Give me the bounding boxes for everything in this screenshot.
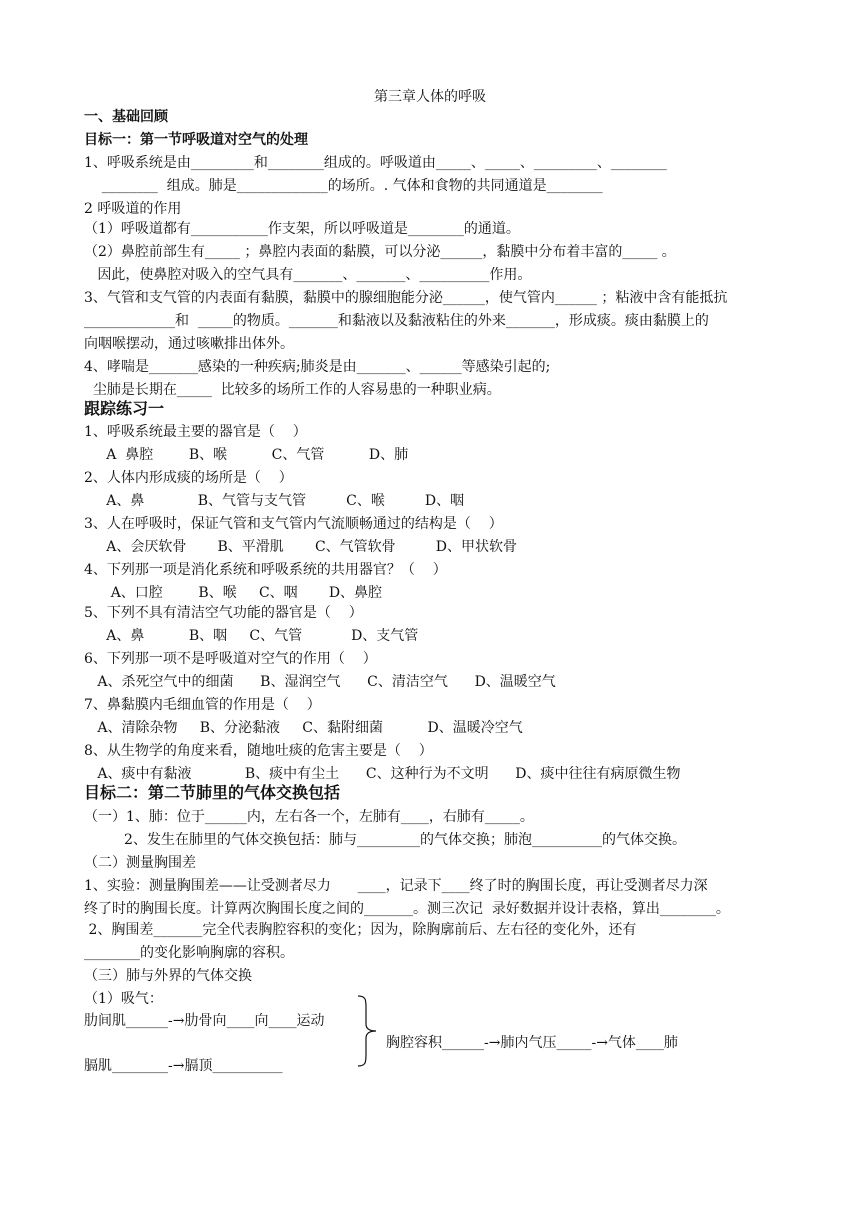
question-options: A、清除杂物 B、分泌黏液 C、黏附细菌 D、温暖冷空气: [84, 720, 523, 736]
text-line: ________ 组成。肺是_____________的场所。. 气体和食物的共同通道是________: [84, 178, 603, 194]
question-options: A、鼻 B、气管与支气管 C、喉 D、咽: [84, 493, 465, 509]
text-line: _____________和 _____的物质。_______和黏液以及黏液粘住的外来_______，形成痰。痰由黏膜上的: [84, 313, 709, 329]
text-line: （二）测量胸围差: [84, 855, 196, 871]
text-line: （2）鼻腔前部生有_____ ；鼻腔内表面的黏膜，可以分泌______，黏膜中分布着丰富的_____ 。: [84, 244, 676, 260]
question: 3、人在呼吸时，保证气管和支气管内气流顺畅通过的结构是（ ）: [84, 516, 503, 532]
inhale-diaphragm-line: 膈肌________-→膈顶__________: [84, 1058, 283, 1074]
text-line: 终了时的胸围长度。计算两次胸围长度之间的_______。测三次记 录好数据并设计表格，算出________。: [84, 901, 730, 917]
question: 8、从生物学的角度来看，随地吐痰的危害主要是（ ）: [84, 743, 433, 759]
question: 5、下列不具有清洁空气功能的器官是（ ）: [84, 605, 363, 621]
text-line: 向咽喉摆动，通过咳嗽排出体外。: [84, 336, 294, 352]
question-options: A、会厌软骨 B、平滑肌 C、气管软骨 D、甲状软骨: [84, 539, 517, 555]
text-line: 1、呼吸系统是由_________和________组成的。呼吸道由_____、_____、_________、________: [84, 155, 667, 171]
question: 6、下列那一项不是呼吸道对空气的作用（ ）: [84, 651, 377, 667]
exercise-heading: 跟踪练习一: [84, 399, 165, 418]
question: 1、呼吸系统最主要的器官是（ ）: [84, 424, 307, 440]
text-line: ________的变化影响胸廓的容积。: [84, 945, 294, 961]
text-line: 尘肺是长期在_____ 比较多的场所工作的人容易患的一种职业病。: [84, 382, 501, 398]
text-line: 4、哮喘是_______感染的一种疾病;肺炎是由_______、______等感染引起的;: [84, 359, 551, 375]
text-line: 3、气管和支气管的内表面有黏膜，黏膜中的腺细胞能分泌______，使气管内______ ；粘液中含有能抵抗: [84, 290, 728, 306]
text-line: 2、胸围差_______完全代表胸腔容积的变化；因为，除胸廓前后、左右径的变化外，还有: [84, 922, 637, 938]
page-title: 第三章人体的呼吸: [374, 89, 486, 105]
question: 4、下列那一项是消化系统和呼吸系统的共用器官？（ ）: [84, 562, 447, 578]
inhale-chest-line: 胸腔容积______-→肺内气压_____-→气体____肺: [386, 1035, 678, 1051]
inhale-rib-line: 肋间肌______-→肋骨向____向____运动: [84, 1013, 325, 1029]
goal-heading: 目标二：第二节肺里的气体交换包括: [84, 783, 341, 802]
question-options: A、痰中有黏液 B、痰中有尘土 C、这种行为不文明 D、痰中往往有病原微生物: [84, 766, 681, 782]
question-options: A、口腔 B、喉 C、咽 D、鼻腔: [84, 585, 383, 601]
text-line: （1）吸气：: [84, 991, 163, 1007]
question-options: A 鼻腔 B、喉 C、气管 D、肺: [84, 447, 409, 463]
text-line: 因此，使鼻腔对吸入的空气具有_______、_______、__________作用。: [84, 267, 532, 283]
text-line: 2、发生在肺里的气体交换包括：肺与_________的气体交换；肺泡__________的气体交换。: [84, 832, 686, 848]
section-heading: 一、基础回顾: [84, 109, 168, 125]
goal-heading: 目标一：第一节呼吸道对空气的处理: [84, 132, 308, 148]
question-options: A、鼻 B、咽 C、气管 D、支气管: [84, 628, 419, 644]
question: 2、人体内形成痰的场所是（ ）: [84, 470, 293, 486]
text-line: （一）1、肺：位于______内，左右各一个，左肺有____，右肺有_____。: [84, 809, 534, 825]
text-line: 1、实验：测量胸围差——让受测者尽力 ____，记录下____终了时的胸围长度，再让受测者尽力深: [84, 878, 708, 894]
text-line: （1）呼吸道都有___________作支架，所以呼吸道是________的通道。: [84, 221, 520, 237]
question: 7、鼻黏膜内毛细血管的作用是（ ）: [84, 697, 321, 713]
question-options: A、杀死空气中的细菌 B、湿润空气 C、清洁空气 D、温暖空气: [84, 674, 556, 690]
curly-brace: [356, 994, 378, 1068]
text-line: 2 呼吸道的作用: [84, 201, 182, 217]
text-line: （三）肺与外界的气体交换: [84, 968, 252, 984]
